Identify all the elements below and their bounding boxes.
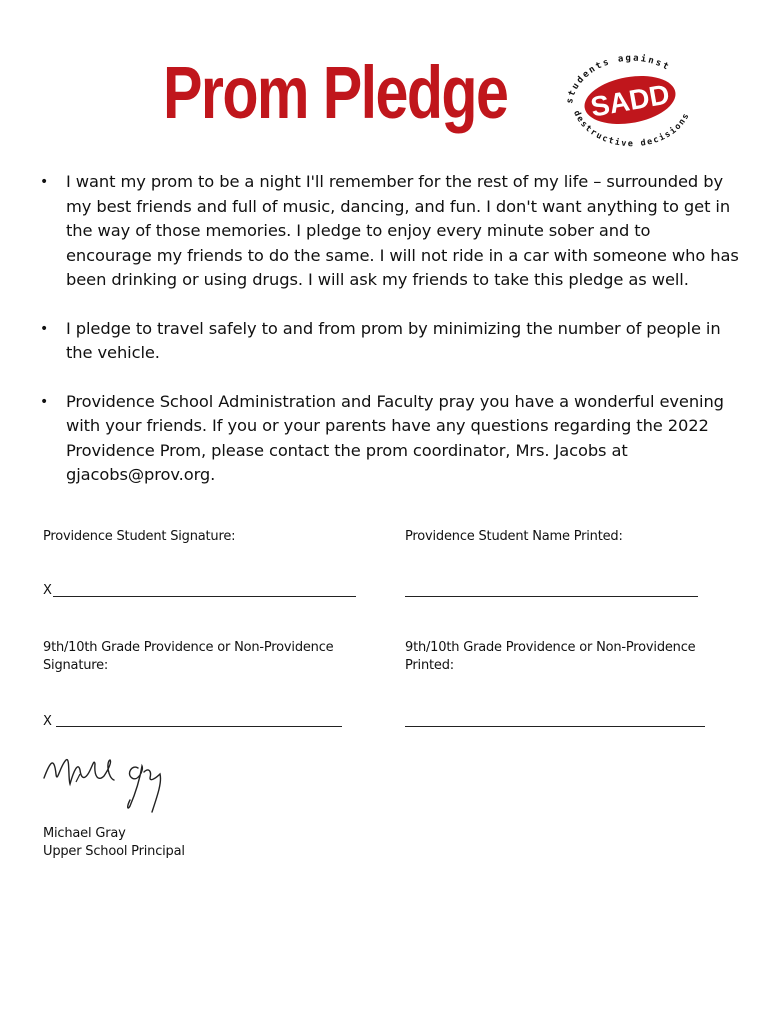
page-title: Prom Pledge	[163, 51, 508, 134]
sadd-logo	[560, 48, 700, 148]
principal-signature	[40, 748, 190, 828]
pledge-text: Providence School Administration and Faculty pray you have a wonderful evening with your friends. If you or your parents have any questions regarding the 2022 Providence Prom, please contact the prom coordinator, Mrs. Jacobs at gjacobs@prov.org.	[66, 391, 724, 484]
student-name-label: Providence Student Name Printed:	[405, 529, 623, 544]
logo-top-text: students against	[564, 53, 672, 105]
guest-signature-label: 9th/10th Grade Providence or Non-Providence Signature:	[43, 640, 334, 673]
guest-signature-line[interactable]	[56, 726, 342, 727]
student-name-line[interactable]	[405, 596, 698, 597]
x-mark: X	[43, 714, 52, 729]
signatory-title: Upper School Principal	[43, 844, 185, 859]
pledge-item	[40, 170, 740, 293]
bullet-dot: •	[40, 320, 49, 337]
bullet-dot: •	[40, 393, 49, 410]
guest-printed-line[interactable]	[405, 726, 705, 727]
bullet-dot: •	[40, 174, 49, 190]
pledge-text: I pledge to travel safely to and from prom by minimizing the number of people in the vehicle.	[66, 318, 721, 362]
pledge-list	[40, 170, 740, 512]
student-signature-label: Providence Student Signature:	[43, 529, 236, 544]
x-mark: X	[43, 583, 52, 598]
signatory-name: Michael Gray	[43, 826, 126, 841]
pledge-item	[40, 390, 740, 488]
pledge-text: I want my prom to be a night I'll remember for the rest of my life – surrounded by my best friends and full of music, dancing, and fun. I don't want anything to get in the way of those memories. I pledge to enjoy every minute sober and to encourage my friends to do the same. I will not ride in a car with someone who has been drinking or using drugs. I will ask my friends to take this pledge as well.	[66, 172, 739, 289]
logo-center-text: SADD	[588, 78, 672, 123]
guest-printed-label: 9th/10th Grade Providence or Non-Providence Printed:	[405, 640, 696, 673]
pledge-item	[40, 317, 740, 366]
student-signature-line[interactable]	[53, 596, 356, 597]
logo-bottom-text: destructive decisions	[571, 109, 693, 148]
